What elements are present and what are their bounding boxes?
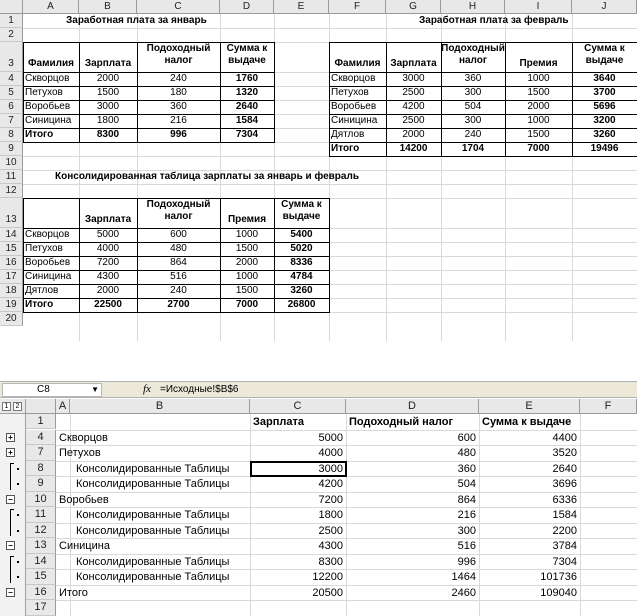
- row-header[interactable]: 14: [26, 554, 56, 570]
- jan-value: 2640: [235, 101, 259, 112]
- cons-row-label: Итого: [25, 299, 54, 310]
- feb-header-label: Фамилия: [334, 58, 381, 69]
- lower-column-title: Подоходный налог: [349, 416, 454, 428]
- cons-header-label: Сумма к выдаче: [281, 199, 322, 222]
- row-header[interactable]: 1: [26, 414, 56, 429]
- cons-header-label: Подоходный налог: [146, 199, 211, 222]
- cons-header-label: Премия: [227, 214, 267, 225]
- name-label: Синицина: [59, 540, 110, 552]
- row-header[interactable]: 6: [0, 100, 23, 114]
- collapse-group-button[interactable]: −: [6, 541, 15, 550]
- consolidated-tables-label: Консолидированные Таблицы: [76, 478, 230, 490]
- row-header[interactable]: 16: [0, 256, 23, 270]
- consolidated-tables-label: Консолидированные Таблицы: [76, 571, 230, 583]
- collapse-group-button[interactable]: −: [6, 495, 15, 504]
- outline-level-bar: [0, 399, 26, 414]
- gridline-h: [23, 28, 637, 29]
- lower-column-title: Сумма к выдаче: [482, 416, 572, 428]
- feb-value: 360: [464, 73, 482, 84]
- jan-value: 8300: [96, 129, 120, 140]
- expand-group-button[interactable]: +: [6, 433, 15, 442]
- jan-value: 2000: [96, 73, 120, 84]
- feb-value: 1704: [461, 143, 485, 154]
- feb-value: 3000: [402, 73, 425, 84]
- row-header[interactable]: 15: [0, 242, 23, 256]
- cons-value: 516: [170, 271, 187, 282]
- name-box-dropdown-icon[interactable]: ▼: [91, 385, 99, 394]
- row-header[interactable]: 7: [0, 114, 23, 128]
- cons-value: 2000: [235, 257, 259, 268]
- income-tax-value[interactable]: 516: [457, 540, 476, 552]
- row-header[interactable]: 16: [26, 585, 56, 601]
- column-header[interactable]: G: [386, 0, 441, 14]
- name-label: Воробьев: [59, 493, 109, 506]
- jan-value: 180: [170, 87, 187, 98]
- column-header[interactable]: A: [56, 399, 70, 414]
- jan-row-label: Синицина: [25, 115, 72, 126]
- net-pay-value[interactable]: 4400: [552, 431, 577, 444]
- row-header[interactable]: 8: [0, 128, 23, 142]
- cons-value: 3260: [290, 285, 313, 296]
- row-header[interactable]: 7: [26, 445, 56, 461]
- net-pay-value[interactable]: 109040: [540, 586, 577, 599]
- column-header[interactable]: F: [580, 399, 637, 414]
- income-tax-value[interactable]: 864: [457, 493, 476, 506]
- net-pay-value[interactable]: 101736: [540, 571, 577, 583]
- column-header[interactable]: F: [329, 0, 386, 14]
- jan-value: 216: [170, 115, 187, 126]
- feb-value: 19496: [590, 143, 619, 154]
- feb-value: 3200: [593, 115, 616, 126]
- income-tax-value[interactable]: 216: [457, 509, 476, 521]
- row-header[interactable]: 18: [0, 284, 23, 298]
- jan-value: 360: [170, 101, 187, 112]
- feb-value: 3640: [593, 73, 616, 84]
- cons-row-label: Петухов: [25, 243, 63, 254]
- row-header[interactable]: 13: [0, 198, 23, 228]
- cons-value: 1500: [235, 243, 259, 254]
- cons-value: 4000: [96, 243, 120, 254]
- jan-header-label: Подоходный налог: [146, 43, 211, 66]
- consolidated-tables-label: Консолидированные Таблицы: [76, 555, 230, 568]
- expand-group-button[interactable]: +: [6, 448, 15, 457]
- column-header[interactable]: H: [441, 0, 505, 14]
- consolidated-table-title: Консолидированная таблица зарплаты за январь и февраль: [55, 171, 359, 182]
- row-header[interactable]: 19: [0, 298, 23, 312]
- outline-group-bracket: [10, 556, 11, 583]
- cons-value: 1000: [235, 271, 259, 282]
- feb-value: 2500: [402, 87, 425, 98]
- cons-value: 864: [170, 257, 187, 268]
- salary-value[interactable]: 4200: [318, 478, 343, 490]
- cons-value: 8336: [290, 257, 313, 268]
- column-header[interactable]: E: [274, 0, 329, 14]
- collapse-group-button[interactable]: −: [6, 588, 15, 597]
- row-header[interactable]: 13: [26, 538, 56, 554]
- cons-row-label: Синицина: [25, 271, 72, 282]
- feb-value: 300: [464, 115, 482, 126]
- name-label: Итого: [59, 586, 88, 599]
- income-tax-value[interactable]: 2460: [451, 586, 476, 599]
- outline-bracket-tick: [10, 509, 14, 510]
- feb-header-label: Подоходный налог: [441, 43, 505, 66]
- column-header[interactable]: E: [479, 399, 580, 414]
- feb-value: 1500: [527, 129, 550, 140]
- column-header[interactable]: D: [346, 399, 479, 414]
- jan-value: 1800: [96, 115, 120, 126]
- jan-value: 996: [170, 129, 187, 140]
- feb-value: 2000: [527, 101, 550, 112]
- outline-detail-dot: [17, 483, 19, 485]
- salary-value[interactable]: 4300: [318, 540, 343, 552]
- feb-value: 1000: [527, 73, 550, 84]
- feb-value: 1000: [527, 115, 550, 126]
- cons-value: 240: [170, 285, 187, 296]
- row-header[interactable]: 10: [0, 156, 23, 170]
- cons-value: 2000: [96, 285, 120, 296]
- row-header[interactable]: 1: [0, 14, 23, 28]
- cons-value: 7000: [235, 299, 259, 310]
- income-tax-value[interactable]: 360: [457, 462, 476, 475]
- feb-value: 3700: [593, 87, 616, 98]
- cons-value: 4300: [96, 271, 120, 282]
- jan-header-label: Сумма к выдаче: [226, 43, 268, 66]
- name-box-value: C8: [37, 384, 50, 395]
- feb-value: 4200: [402, 101, 425, 112]
- outline-bracket-tick: [10, 463, 14, 464]
- income-tax-value[interactable]: 996: [457, 555, 476, 568]
- row-header[interactable]: 4: [26, 430, 56, 446]
- jan-value: 7304: [235, 129, 259, 140]
- feb-value: 240: [464, 129, 482, 140]
- name-box[interactable]: [2, 383, 102, 397]
- row-header[interactable]: 8: [26, 461, 56, 477]
- row-header[interactable]: 15: [26, 569, 56, 585]
- feb-value: 2500: [402, 115, 425, 126]
- cons-row-label: Дятлов: [25, 285, 59, 296]
- income-tax-value[interactable]: 480: [457, 447, 476, 459]
- column-header[interactable]: A: [23, 0, 79, 14]
- outline-detail-dot: [17, 530, 19, 532]
- outline-level-1-button[interactable]: 1: [2, 402, 11, 411]
- feb-row-label: Воробьев: [331, 101, 377, 112]
- income-tax-value[interactable]: 1464: [451, 571, 476, 583]
- column-header[interactable]: I: [505, 0, 572, 14]
- feb-value: 5696: [593, 101, 616, 112]
- net-pay-value[interactable]: 2640: [552, 462, 577, 475]
- row-header[interactable]: 10: [26, 492, 56, 508]
- row-header[interactable]: 20: [0, 312, 23, 326]
- feb-row-label: Синицина: [331, 115, 378, 126]
- feb-value: 300: [464, 87, 482, 98]
- outline-detail-dot: [17, 561, 19, 563]
- outline-detail-dot: [17, 468, 19, 470]
- jan-value: 1320: [235, 87, 259, 98]
- feb-value: 14200: [399, 143, 428, 154]
- formula-bar: [0, 381, 637, 398]
- cons-value: 480: [170, 243, 187, 254]
- net-pay-value[interactable]: 3784: [552, 540, 577, 552]
- cons-value: 7200: [96, 257, 120, 268]
- cons-value: 5400: [290, 229, 313, 240]
- row-header[interactable]: 14: [0, 228, 23, 242]
- feb-value: 7000: [527, 143, 550, 154]
- column-header[interactable]: D: [220, 0, 274, 14]
- row-header[interactable]: 9: [26, 476, 56, 492]
- salary-value[interactable]: 7200: [318, 493, 343, 506]
- jan-value: 240: [170, 73, 187, 84]
- net-pay-value[interactable]: 7304: [552, 555, 577, 568]
- feb-row-label: Итого: [331, 143, 360, 154]
- net-pay-value[interactable]: 6336: [552, 493, 577, 506]
- jan-row-label: Петухов: [25, 87, 63, 98]
- cons-value: 600: [170, 229, 187, 240]
- select-all-corner[interactable]: [0, 0, 23, 14]
- salary-value[interactable]: 4000: [318, 447, 343, 459]
- cons-value: 5020: [290, 243, 313, 254]
- consolidated-tables-label: Консолидированные Таблицы: [76, 462, 230, 475]
- outline-gutter: [0, 414, 26, 616]
- jan-header-label: Фамилия: [28, 58, 74, 69]
- salary-value[interactable]: 1800: [318, 509, 343, 521]
- cons-value: 4784: [290, 271, 313, 282]
- column-header[interactable]: J: [572, 0, 637, 14]
- cons-row-label: Воробьев: [25, 257, 71, 268]
- feb-header-label: Зарплата: [390, 58, 437, 69]
- outline-bracket-tick: [10, 556, 14, 557]
- jan-row-label: Скворцов: [25, 73, 70, 84]
- name-label: Петухов: [59, 447, 101, 459]
- row-header[interactable]: 17: [26, 600, 56, 616]
- net-pay-value[interactable]: 3696: [552, 478, 577, 490]
- feb-row-label: Дятлов: [331, 129, 365, 140]
- formula-input[interactable]: =Исходные!$B$6: [160, 384, 239, 395]
- row-header[interactable]: 11: [0, 170, 23, 184]
- feb-row-label: Петухов: [331, 87, 369, 98]
- feb-row-label: Скворцов: [331, 73, 376, 84]
- feb-value: 504: [464, 101, 482, 112]
- feb-value: 3260: [593, 129, 616, 140]
- jan-value: 1500: [96, 87, 120, 98]
- salary-value[interactable]: 20500: [312, 586, 343, 599]
- jan-row-label: Итого: [25, 129, 54, 140]
- salary-value[interactable]: 3000: [318, 462, 343, 475]
- row-header[interactable]: 11: [26, 507, 56, 523]
- feb-value: 1500: [527, 87, 550, 98]
- fx-icon[interactable]: fx: [143, 383, 151, 395]
- net-pay-value[interactable]: 1584: [552, 509, 577, 521]
- cons-value: 1000: [235, 229, 259, 240]
- salary-value[interactable]: 5000: [318, 431, 343, 444]
- jan-value: 1584: [235, 115, 259, 126]
- jan-header-label: Зарплата: [84, 58, 132, 69]
- cons-value: 22500: [94, 299, 122, 310]
- row-header[interactable]: 5: [0, 86, 23, 100]
- row-header[interactable]: 4: [0, 72, 23, 86]
- select-all-corner-lower[interactable]: [26, 399, 56, 414]
- outline-detail-dot: [17, 514, 19, 516]
- active-cell-selection[interactable]: [250, 461, 347, 477]
- feb-header-label: Премия: [519, 58, 558, 69]
- feb-table-title: Заработная плата за февраль: [419, 15, 569, 26]
- gridline-h: [23, 184, 637, 185]
- salary-value[interactable]: 2500: [318, 524, 343, 537]
- row-header[interactable]: 12: [0, 184, 23, 198]
- row-header[interactable]: 9: [0, 142, 23, 156]
- row-header[interactable]: 2: [0, 28, 23, 42]
- lower-column-title: Зарплата: [253, 416, 304, 428]
- jan-row-label: Воробьев: [25, 101, 71, 112]
- cons-row-label: Скворцов: [25, 229, 70, 240]
- jan-value: 1760: [235, 73, 259, 84]
- cons-value: 5000: [96, 229, 120, 240]
- cons-header-label: Зарплата: [84, 214, 132, 225]
- outline-group-bracket: [10, 509, 11, 536]
- income-tax-value[interactable]: 504: [457, 478, 476, 490]
- salary-value[interactable]: 12200: [312, 571, 343, 583]
- column-header[interactable]: B: [79, 0, 137, 14]
- outline-group-bracket: [10, 463, 11, 490]
- jan-value: 3000: [96, 101, 120, 112]
- row-header[interactable]: 17: [0, 270, 23, 284]
- cons-header-cell-border: [23, 198, 80, 229]
- feb-header-label: Сумма к выдаче: [584, 43, 625, 66]
- name-label: Скворцов: [59, 431, 108, 444]
- column-header[interactable]: C: [137, 0, 220, 14]
- column-header[interactable]: B: [70, 399, 250, 414]
- net-pay-value[interactable]: 2200: [552, 524, 577, 537]
- cons-value: 1500: [235, 285, 259, 296]
- row-header[interactable]: 12: [26, 523, 56, 539]
- outline-level-2-button[interactable]: 2: [13, 402, 22, 411]
- net-pay-value[interactable]: 3520: [552, 447, 577, 459]
- consolidated-tables-label: Консолидированные Таблицы: [76, 524, 230, 537]
- row-header[interactable]: 3: [0, 42, 23, 72]
- cons-value: 2700: [167, 299, 190, 310]
- consolidated-tables-label: Консолидированные Таблицы: [76, 509, 230, 521]
- income-tax-value[interactable]: 300: [457, 524, 476, 537]
- column-header[interactable]: C: [250, 399, 346, 414]
- income-tax-value[interactable]: 600: [457, 431, 476, 444]
- salary-value[interactable]: 8300: [318, 555, 343, 568]
- jan-table-title: Заработная плата за январь: [66, 15, 207, 26]
- feb-value: 2000: [402, 129, 425, 140]
- cons-value: 26800: [287, 299, 316, 310]
- gridline-h: [56, 600, 637, 601]
- outline-detail-dot: [17, 576, 19, 578]
